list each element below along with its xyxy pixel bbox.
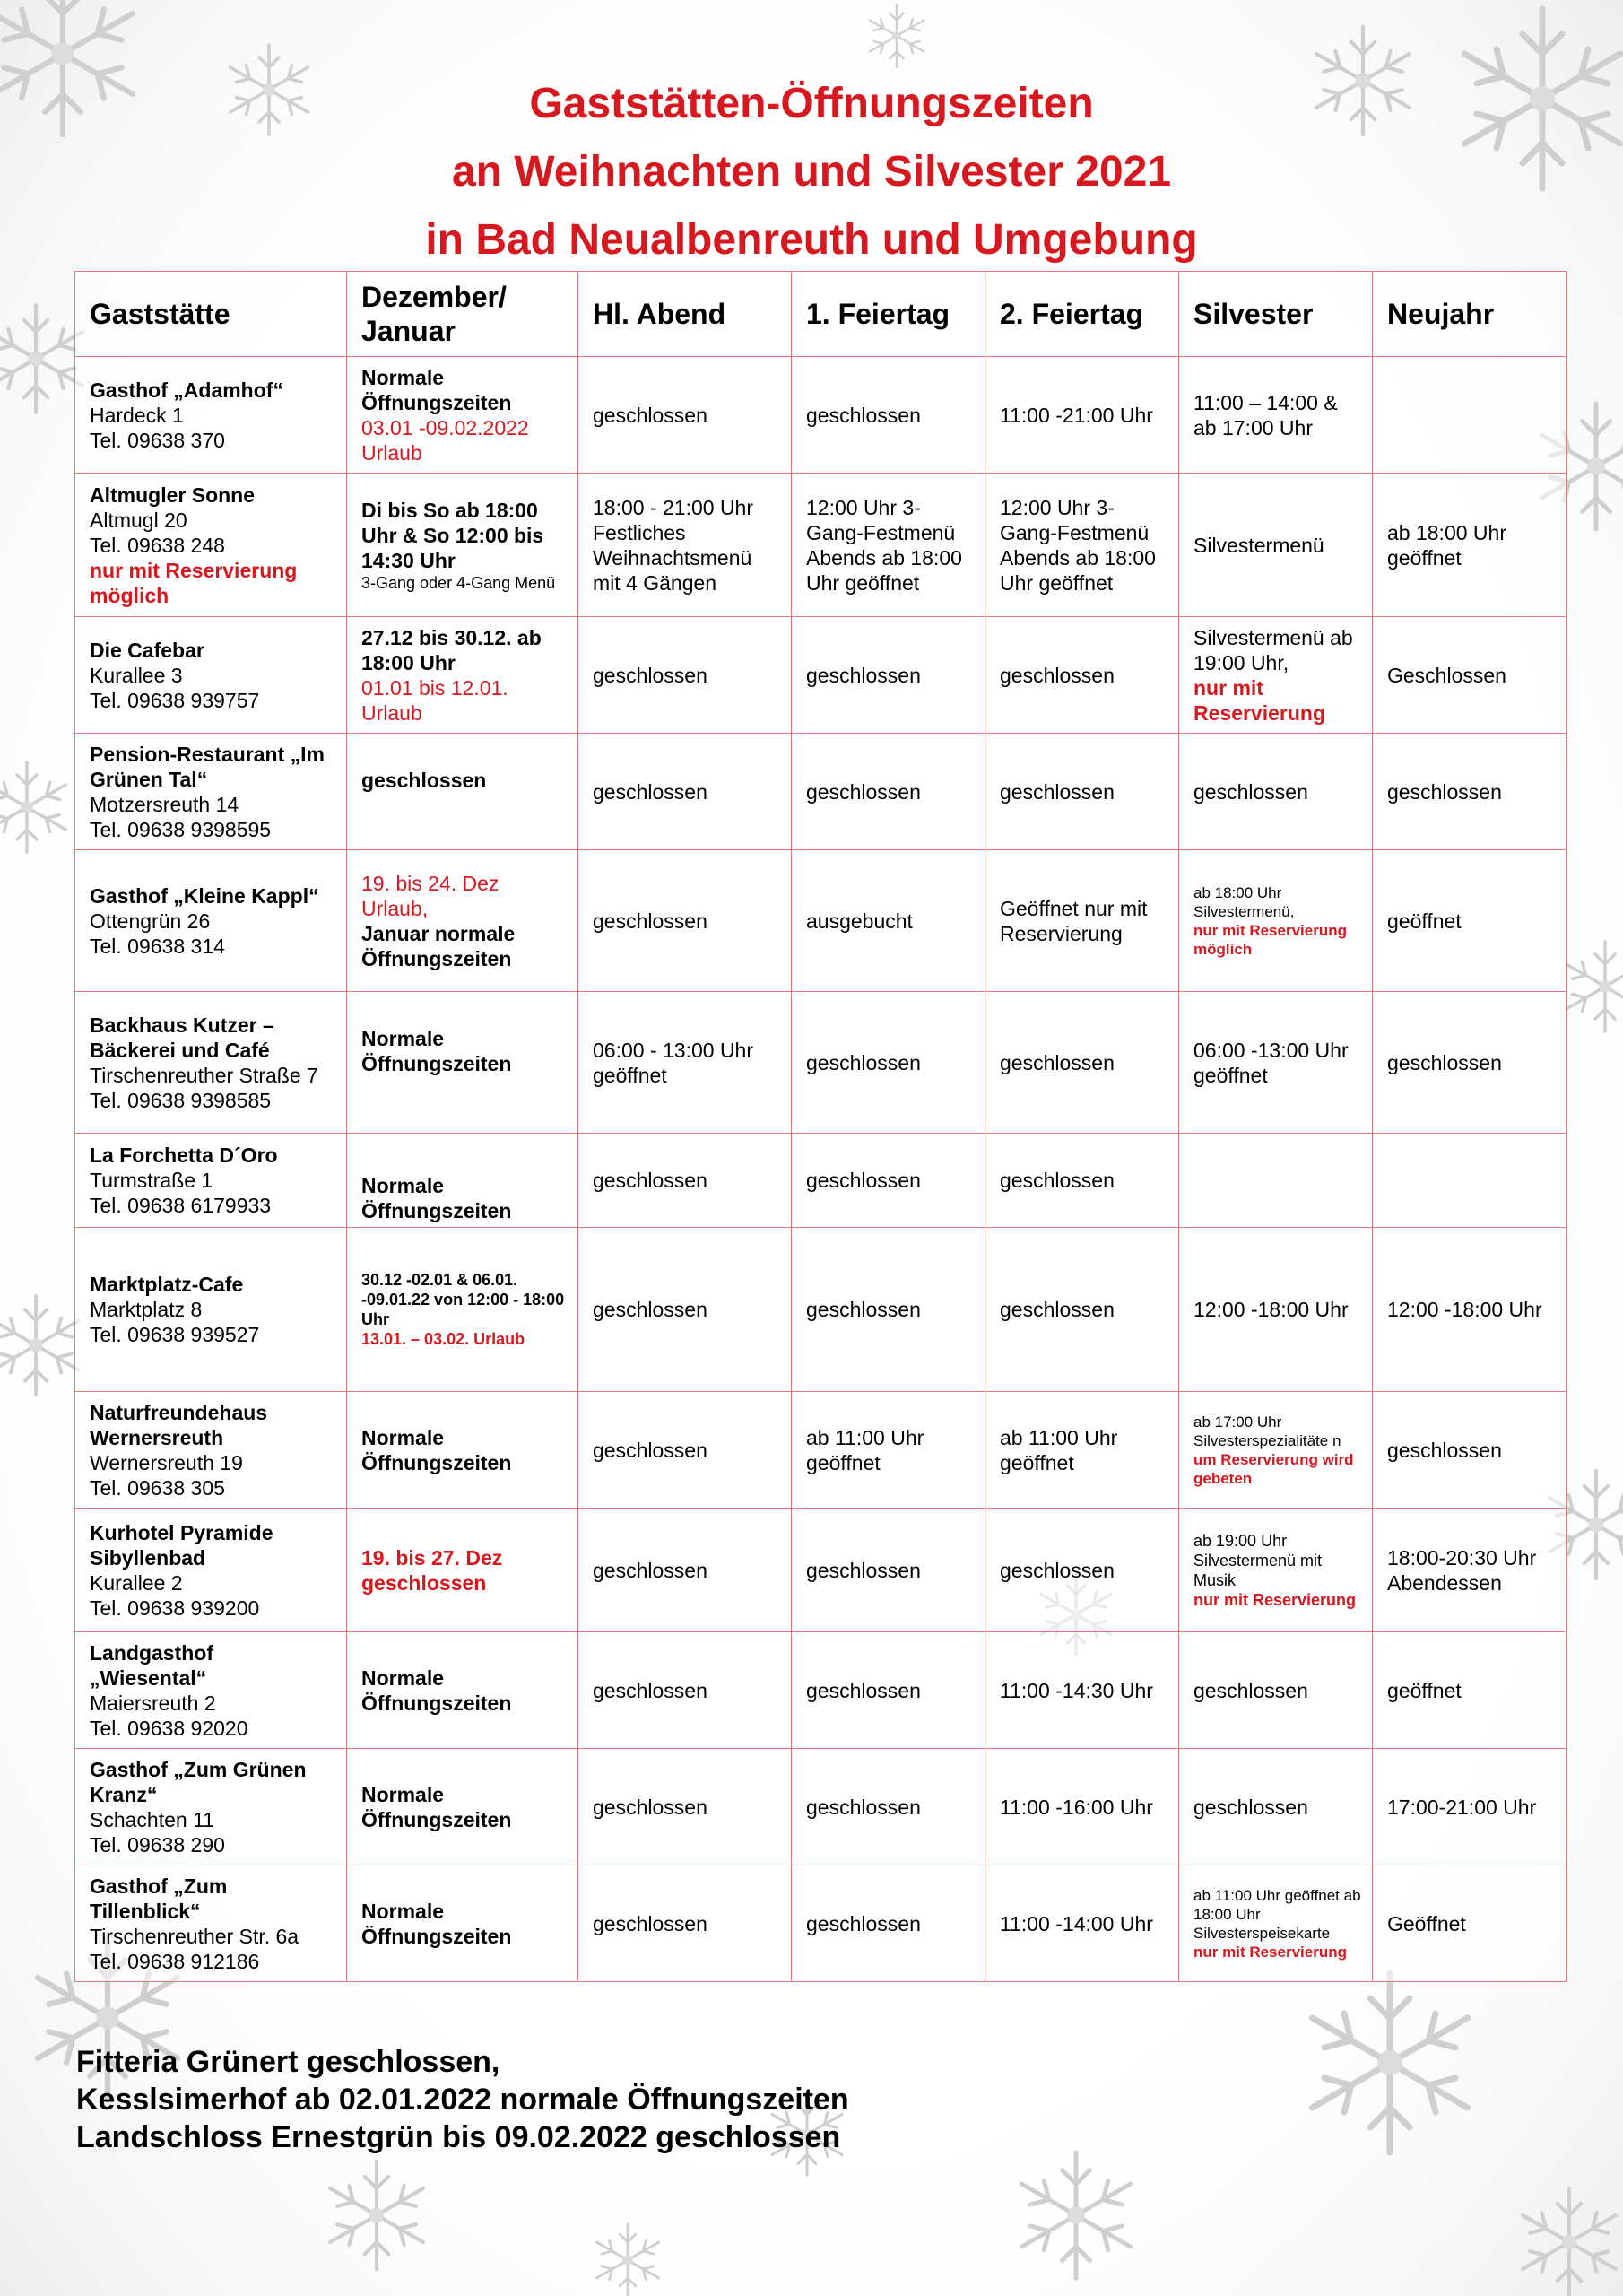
restaurant-name: Die Cafebar <box>90 638 204 662</box>
cell-2-feiertag: 11:00 -14:30 Uhr <box>985 1632 1179 1749</box>
restaurant-phone: Tel. 09638 248 <box>90 533 225 557</box>
cell-1-feiertag: geschlossen <box>792 357 985 474</box>
silvester-text: Silvestermenü <box>1193 533 1324 557</box>
cell-hl-abend: geschlossen <box>578 1392 792 1509</box>
cell-2-feiertag: geschlossen <box>985 1228 1179 1392</box>
restaurant-phone: Tel. 09638 912186 <box>90 1949 260 1973</box>
dezember-note: 13.01. – 03.02. Urlaub <box>361 1330 525 1348</box>
cell-dezember <box>347 1749 578 1866</box>
title-line-3: in Bad Neualbenreuth und Umgebung <box>425 216 1198 264</box>
dezember-hours: Di bis So ab 18:00 Uhr & So 12:00 bis 14:30 Uhr <box>361 498 544 572</box>
cell-dezember <box>347 1509 578 1632</box>
cell-hl-abend: geschlossen <box>578 357 792 474</box>
cell-1-feiertag: ab 11:00 Uhr geöffnet <box>792 1392 985 1509</box>
cell-1-feiertag: geschlossen <box>792 1228 985 1392</box>
cell-neujahr: geöffnet <box>1373 1632 1567 1749</box>
cell-gaststaette <box>75 1509 347 1632</box>
restaurant-address: Motzersreuth 14 <box>90 792 239 816</box>
cell-2-feiertag: 12:00 Uhr 3-Gang-Festmenü Abends ab 18:00 Uhr geöffnet <box>985 474 1179 617</box>
table-row <box>75 1228 1567 1392</box>
cell-silvester <box>1179 992 1373 1134</box>
silvester-text: ab 11:00 Uhr geöffnet ab 18:00 Uhr Silvesterspeisekarte <box>1193 1886 1361 1942</box>
reservation-note: nur mit Reservierung möglich <box>90 558 298 607</box>
dezember-note: 19. bis 24. Dez Urlaub, <box>361 871 499 920</box>
cell-neujahr: geöffnet <box>1373 850 1567 992</box>
cell-neujahr: geschlossen <box>1373 1392 1567 1509</box>
cell-gaststaette <box>75 1392 347 1509</box>
cell-hl-abend: 18:00 - 21:00 Uhr Festliches Weihnachtsmenü mit 4 Gängen <box>578 474 792 617</box>
cell-gaststaette <box>75 1866 347 1982</box>
cell-1-feiertag: geschlossen <box>792 734 985 850</box>
cell-neujahr <box>1373 1134 1567 1228</box>
restaurant-name: Kurhotel Pyramide Sibyllenbad <box>90 1520 273 1570</box>
cell-gaststaette <box>75 1632 347 1749</box>
cell-neujahr: 18:00-20:30 Uhr Abendessen <box>1373 1509 1567 1632</box>
cell-gaststaette <box>75 474 347 617</box>
cell-2-feiertag: 11:00 -14:00 Uhr <box>985 1866 1179 1982</box>
opening-hours-table <box>74 271 1567 1982</box>
cell-silvester <box>1179 1228 1373 1392</box>
silvester-text: ab 19:00 Uhr Silvestermenü mit Musik <box>1193 1531 1323 1589</box>
restaurant-address: Tirschenreuther Straße 7 <box>90 1063 318 1087</box>
cell-neujahr: ab 18:00 Uhr geöffnet <box>1373 474 1567 617</box>
cell-dezember <box>347 1228 578 1392</box>
cell-silvester <box>1179 474 1373 617</box>
footer-line-2: Kesslsimerhof ab 02.01.2022 normale Öffnungszeiten <box>76 2083 849 2117</box>
restaurant-phone: Tel. 09638 939527 <box>90 1323 260 1346</box>
header-gaststaette: Gaststätte <box>75 272 347 357</box>
cell-dezember <box>347 357 578 474</box>
silvester-text: geschlossen <box>1193 1795 1308 1819</box>
header-1-feiertag: 1. Feiertag <box>792 272 985 357</box>
restaurant-address: Marktplatz 8 <box>90 1298 203 1321</box>
restaurant-phone: Tel. 09638 314 <box>90 934 225 958</box>
cell-neujahr: Geschlossen <box>1373 617 1567 734</box>
restaurant-name: Gasthof „Zum Tillenblick“ <box>90 1874 228 1923</box>
cell-gaststaette <box>75 734 347 850</box>
cell-dezember <box>347 734 578 850</box>
restaurant-name: Pension-Restaurant „Im Grünen Tal“ <box>90 742 325 791</box>
cell-neujahr <box>1373 357 1567 474</box>
cell-silvester <box>1179 1509 1373 1632</box>
restaurant-address: Maiersreuth 2 <box>90 1691 216 1715</box>
cell-silvester <box>1179 1632 1373 1749</box>
cell-dezember <box>347 474 578 617</box>
dezember-note: 19. bis 27. Dez geschlossen <box>361 1545 503 1595</box>
table-row <box>75 1392 1567 1509</box>
cell-silvester <box>1179 357 1373 474</box>
dezember-note: 03.01 -09.02.2022 Urlaub <box>361 415 529 465</box>
header-dezember-januar: Dezember/ Januar <box>347 272 578 357</box>
restaurant-name: Gasthof „Zum Grünen Kranz“ <box>90 1757 307 1806</box>
cell-silvester <box>1179 1134 1373 1228</box>
footer-line-3: Landschloss Ernestgrün bis 09.02.2022 geschlossen <box>76 2120 841 2154</box>
cell-dezember <box>347 850 578 992</box>
cell-gaststaette <box>75 617 347 734</box>
silvester-note: nur mit Reservierung <box>1193 1943 1347 1961</box>
footer-notes <box>76 2043 849 2156</box>
cell-2-feiertag: Geöffnet nur mit Reservierung <box>985 850 1179 992</box>
dezember-hours: Normale Öffnungszeiten <box>361 1174 512 1222</box>
cell-neujahr: 12:00 -18:00 Uhr <box>1373 1228 1567 1392</box>
title-line-2: an Weihnachten und Silvester 2021 <box>451 148 1172 196</box>
dezember-hours: Normale Öffnungszeiten <box>361 1425 512 1474</box>
silvester-text: ab 17:00 Uhr Silvesterspezialitäte n <box>1193 1413 1341 1449</box>
restaurant-phone: Tel. 09638 6179933 <box>90 1194 272 1217</box>
cell-dezember <box>347 617 578 734</box>
dezember-hours: Normale Öffnungszeiten <box>361 1899 512 1948</box>
cell-1-feiertag: geschlossen <box>792 1134 985 1228</box>
restaurant-phone: Tel. 09638 305 <box>90 1475 225 1500</box>
cell-neujahr: 17:00-21:00 Uhr <box>1373 1749 1567 1866</box>
cell-silvester <box>1179 734 1373 850</box>
cell-silvester <box>1179 617 1373 734</box>
silvester-text: 06:00 -13:00 Uhr geöffnet <box>1193 1038 1349 1087</box>
cell-2-feiertag: ab 11:00 Uhr geöffnet <box>985 1392 1179 1509</box>
cell-2-feiertag: geschlossen <box>985 1509 1179 1632</box>
restaurant-phone: Tel. 09638 92020 <box>90 1716 248 1740</box>
restaurant-address: Kurallee 2 <box>90 1570 183 1595</box>
cell-1-feiertag: ausgebucht <box>792 850 985 992</box>
table-row <box>75 1509 1567 1632</box>
restaurant-phone: Tel. 09638 939757 <box>90 688 260 712</box>
restaurant-address: Wernersreuth 19 <box>90 1450 243 1474</box>
restaurant-name: Marktplatz-Cafe <box>90 1273 244 1296</box>
dezember-hours: Januar normale Öffnungszeiten <box>361 921 516 970</box>
cell-2-feiertag: geschlossen <box>985 1134 1179 1228</box>
restaurant-address: Tirschenreuther Str. 6a <box>90 1924 299 1948</box>
silvester-text: geschlossen <box>1193 1678 1308 1702</box>
cell-1-feiertag: 12:00 Uhr 3-Gang-Festmenü Abends ab 18:00 Uhr geöffnet <box>792 474 985 617</box>
cell-1-feiertag: geschlossen <box>792 1632 985 1749</box>
cell-gaststaette <box>75 357 347 474</box>
cell-1-feiertag: geschlossen <box>792 992 985 1134</box>
table-row <box>75 1866 1567 1982</box>
table-row <box>75 474 1567 617</box>
restaurant-address: Altmugl 20 <box>90 508 187 532</box>
cell-dezember <box>347 1632 578 1749</box>
silvester-note: nur mit Reservierung möglich <box>1193 921 1347 958</box>
cell-gaststaette <box>75 850 347 992</box>
restaurant-phone: Tel. 09638 939200 <box>90 1596 260 1620</box>
cell-dezember <box>347 1392 578 1509</box>
header-hl-abend: Hl. Abend <box>578 272 792 357</box>
cell-dezember <box>347 992 578 1134</box>
restaurant-phone: Tel. 09638 9398585 <box>90 1088 272 1112</box>
cell-hl-abend: geschlossen <box>578 1134 792 1228</box>
dezember-hours: geschlossen <box>361 769 487 792</box>
table-row <box>75 992 1567 1134</box>
cell-gaststaette <box>75 1134 347 1228</box>
cell-silvester <box>1179 850 1373 992</box>
cell-2-feiertag: 11:00 -16:00 Uhr <box>985 1749 1179 1866</box>
dezember-hours: 27.12 bis 30.12. ab 18:00 Uhr <box>361 625 542 674</box>
table-row <box>75 1749 1567 1866</box>
cell-gaststaette <box>75 992 347 1134</box>
cell-hl-abend: geschlossen <box>578 1749 792 1866</box>
cell-hl-abend: 06:00 - 13:00 Uhr geöffnet <box>578 992 792 1134</box>
restaurant-name: Naturfreundehaus Wernersreuth <box>90 1400 268 1449</box>
cell-2-feiertag: geschlossen <box>985 617 1179 734</box>
title-line-1: Gaststätten-Öffnungszeiten <box>529 80 1094 127</box>
cell-neujahr: Geöffnet <box>1373 1866 1567 1982</box>
cell-gaststaette <box>75 1749 347 1866</box>
dezember-note: 01.01 bis 12.01. Urlaub <box>361 675 508 725</box>
cell-dezember <box>347 1134 578 1228</box>
table-row <box>75 1632 1567 1749</box>
cell-2-feiertag: geschlossen <box>985 734 1179 850</box>
table-row <box>75 850 1567 992</box>
header-2-feiertag: 2. Feiertag <box>985 272 1179 357</box>
silvester-note: nur mit Reservierung <box>1193 675 1326 725</box>
table-row <box>75 734 1567 850</box>
restaurant-name: Landgasthof „Wiesental“ <box>90 1640 213 1690</box>
cell-1-feiertag: geschlossen <box>792 1866 985 1982</box>
header-neujahr: Neujahr <box>1373 272 1567 357</box>
restaurant-address: Ottengrün 26 <box>90 909 211 933</box>
cell-hl-abend: geschlossen <box>578 850 792 992</box>
cell-hl-abend: geschlossen <box>578 1632 792 1749</box>
cell-hl-abend: geschlossen <box>578 1509 792 1632</box>
restaurant-address: Hardeck 1 <box>90 403 184 427</box>
cell-dezember <box>347 1866 578 1982</box>
footer-line-1: Fitteria Grünert geschlossen, <box>76 2045 500 2079</box>
dezember-note: 3-Gang oder 4-Gang Menü <box>361 573 556 592</box>
silvester-note: nur mit Reservierung <box>1193 1590 1357 1609</box>
table-row <box>75 1134 1567 1228</box>
restaurant-name: Gasthof „Adamhof“ <box>90 378 283 402</box>
table-row <box>75 357 1567 474</box>
restaurant-phone: Tel. 09638 290 <box>90 1832 225 1857</box>
cell-2-feiertag: 11:00 -21:00 Uhr <box>985 357 1179 474</box>
silvester-text: Silvestermenü ab 19:00 Uhr, <box>1193 625 1353 674</box>
dezember-hours: Normale Öffnungszeiten <box>361 365 512 414</box>
dezember-hours: Normale Öffnungszeiten <box>361 1665 512 1715</box>
cell-2-feiertag: geschlossen <box>985 992 1179 1134</box>
restaurant-name: Gasthof „Kleine Kappl“ <box>90 883 319 908</box>
cell-neujahr: geschlossen <box>1373 734 1567 850</box>
cell-gaststaette <box>75 1228 347 1392</box>
cell-1-feiertag: geschlossen <box>792 617 985 734</box>
cell-hl-abend: geschlossen <box>578 734 792 850</box>
restaurant-address: Turmstraße 1 <box>90 1169 213 1192</box>
silvester-text: geschlossen <box>1193 779 1308 804</box>
cell-1-feiertag: geschlossen <box>792 1509 985 1632</box>
dezember-hours: 30.12 -02.01 & 06.01. -09.01.22 von 12:00 - 18:00 Uhr <box>361 1271 565 1328</box>
restaurant-name: La Forchetta D´Oro <box>90 1144 278 1167</box>
restaurant-address: Schachten 11 <box>90 1807 214 1831</box>
cell-silvester <box>1179 1392 1373 1509</box>
restaurant-name: Altmugler Sonne <box>90 483 256 507</box>
header-silvester: Silvester <box>1179 272 1373 357</box>
cell-neujahr: geschlossen <box>1373 992 1567 1134</box>
cell-hl-abend: geschlossen <box>578 1228 792 1392</box>
restaurant-name: Backhaus Kutzer – Bäckerei und Café <box>90 1013 274 1062</box>
cell-1-feiertag: geschlossen <box>792 1749 985 1866</box>
silvester-text: ab 18:00 Uhr Silvestermenü, <box>1193 883 1295 920</box>
dezember-hours: Normale Öffnungszeiten <box>361 1027 512 1075</box>
silvester-note: um Reservierung wird gebeten <box>1193 1450 1354 1487</box>
silvester-text: 12:00 -18:00 Uhr <box>1193 1298 1349 1321</box>
cell-silvester <box>1179 1866 1373 1982</box>
cell-hl-abend: geschlossen <box>578 1866 792 1982</box>
silvester-text: 11:00 – 14:00 & ab 17:00 Uhr <box>1193 390 1338 439</box>
cell-silvester <box>1179 1749 1373 1866</box>
restaurant-phone: Tel. 09638 370 <box>90 428 225 452</box>
table-row <box>75 617 1567 734</box>
restaurant-phone: Tel. 09638 9398595 <box>90 817 272 841</box>
restaurant-address: Kurallee 3 <box>90 663 183 687</box>
cell-hl-abend: geschlossen <box>578 617 792 734</box>
dezember-hours: Normale Öffnungszeiten <box>361 1782 512 1831</box>
